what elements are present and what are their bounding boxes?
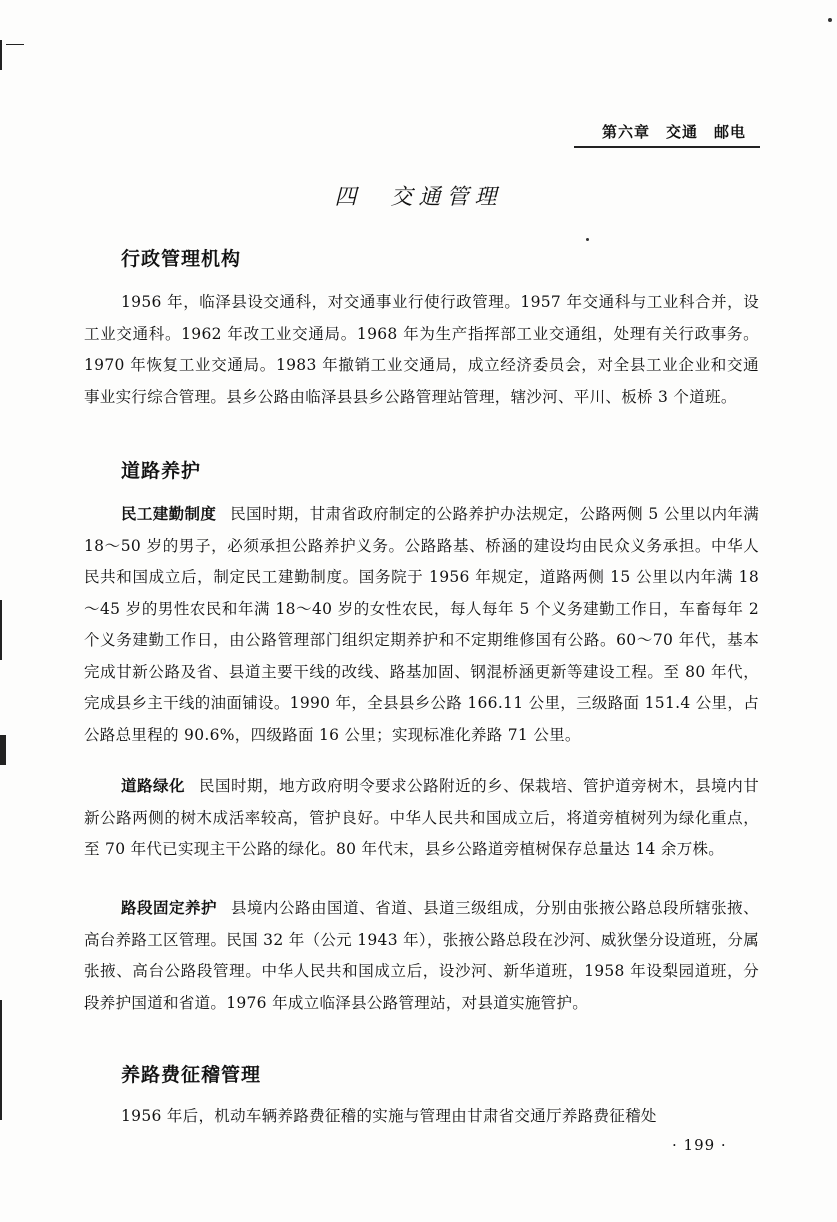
paragraph-text: 1956 年，临泽县设交通科，对交通事业行使行政管理。1957 年交通科与工业科合并，设工业交通科。1962 年改工业交通局。1968 年为生产指挥部工业交通组，处理有关行政事务。1970 年恢复工业交通局。1983 年撤销工业交通局，成立经济委员会，对全县工业企业和交通事业实行综合管理。县乡公路由临泽县县乡公路管理站管理，辖沙河、平川、板桥 3 个道班。	[84, 293, 759, 406]
paragraph-text: 县境内公路由国道、省道、县道三级组成，分别由张掖公路总段所辖张掖、高台养路工区管理。民国 32 年（公元 1943 年），张掖公路总段在沙河、威狄堡分设道班，分属张掖、高台公路段管理。中华人民共和国成立后，设沙河、新华道班，1958 年设梨园道班，分段养护国道和省道。1976 年成立临泽县公路管理站，对县道实施管护。	[84, 899, 759, 1012]
scan-edge-mark	[0, 735, 6, 765]
paragraph	[84, 1101, 759, 1133]
subheading: 道路养护	[121, 460, 202, 482]
running-head: 第六章 交通 邮电	[574, 120, 760, 148]
paragraph-text: 民国时期，甘肃省政府制定的公路养护办法规定，公路两侧 5 公里以内年满 18～50 岁的男子，必须承担公路养护义务。公路路基、桥涵的建设均由民众义务承担。中华人民共和国成立后，制定民工建勤制度。国务院于 1956 年规定，道路两侧 15 公里以内年满 18～45 岁的男性农民和年满 18～40 岁的女性农民，每人每年 5 个义务建勤工作日，车畜每年 2 个义务建勤工作日，由公路管理部门组织定期养护和不定期维修国有公路。60～70 年代，基本完成甘新公路及省、县道主要干线的改线、路基加固、钢混桥涵更新等建设工程。至 80 年代，完成县乡主干线的油面铺设。1990 年，全县县乡公路 166.11 公里，三级路面 151.4 公里，占公路总里程的 90.6%，四级路面 16 公里；实现标准化养路 71 公里。	[84, 505, 759, 744]
subheading: 养路费征稽管理	[121, 1064, 262, 1086]
paragraph-text: 1956 年后，机动车辆养路费征稽的实施与管理由甘肃省交通厅养路费征稽处	[121, 1107, 657, 1125]
paragraph-lead: 道路绿化	[121, 777, 186, 795]
paragraph	[84, 893, 759, 1019]
section-title	[0, 180, 837, 211]
scan-edge-mark	[0, 1000, 2, 1120]
section-title-text: 交通管理	[390, 185, 503, 210]
scan-speck	[828, 18, 832, 22]
scan-edge-mark	[0, 40, 2, 70]
paragraph-lead: 民工建勤制度	[121, 505, 217, 523]
page-number: · 199 ·	[672, 1136, 727, 1154]
paragraph	[84, 771, 759, 866]
scan-edge-mark	[0, 600, 2, 660]
paragraph-text: 民国时期，地方政府明令要求公路附近的乡、保栽培、管护道旁树木，县境内甘新公路两侧的树木成活率较高，管护良好。中华人民共和国成立后，将道旁植树列为绿化重点，至 70 年代已实现主干公路的绿化。80 年代末，县乡公路道旁植树保存总量达 14 余万株。	[84, 777, 759, 858]
scan-edge-mark	[6, 44, 24, 45]
paragraph	[84, 287, 759, 413]
subheading: 行政管理机构	[121, 248, 242, 270]
paragraph	[84, 499, 759, 751]
scan-speck	[586, 238, 589, 241]
paragraph-lead: 路段固定养护	[121, 899, 218, 917]
section-number: 四	[334, 185, 363, 210]
